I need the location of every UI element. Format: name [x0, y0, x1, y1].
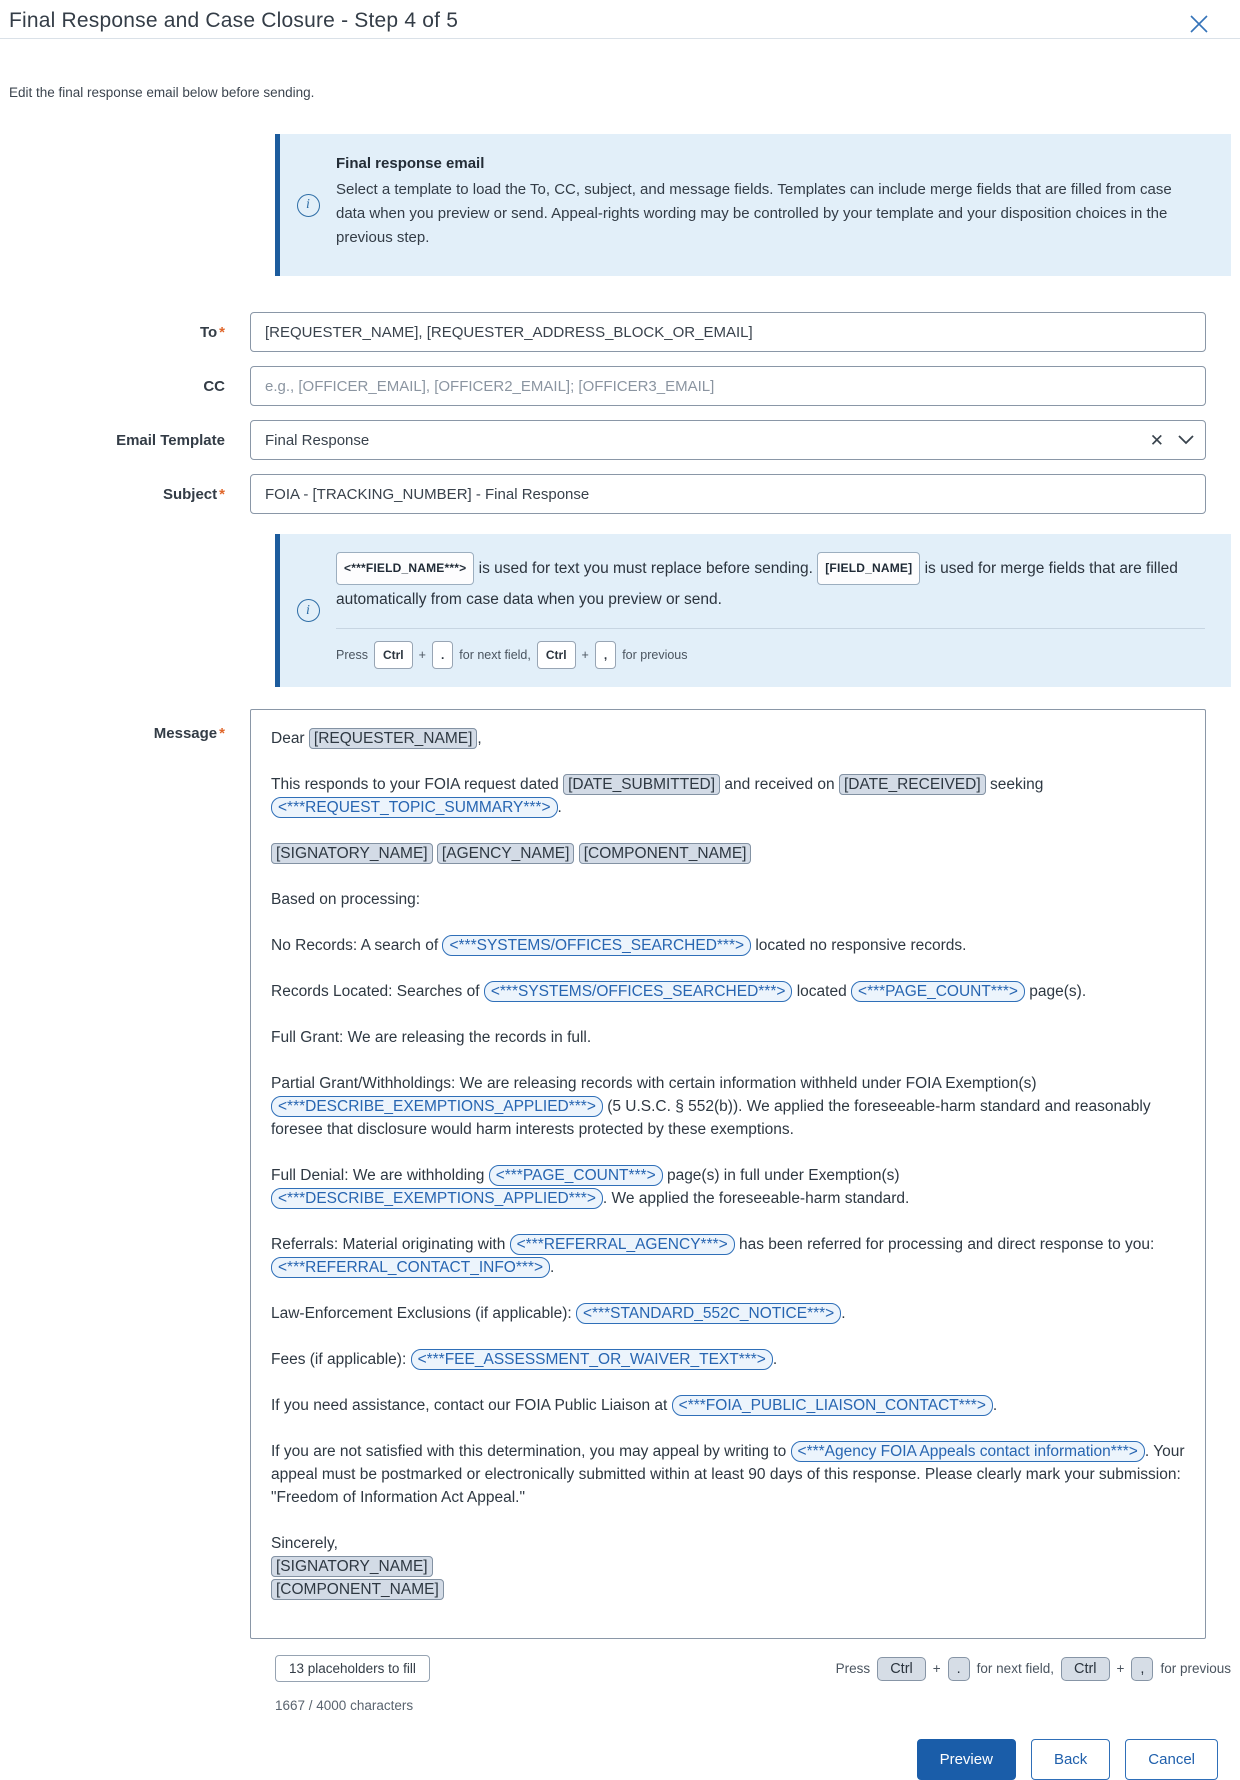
message-text: (5 U.S.C. § 552(b)). We applied the foreseeable-harm standard and reasonably foresee that disclosure would harm interests protected by these exemptions. [271, 1098, 1151, 1138]
shortcut-hint [836, 1657, 1231, 1681]
placeholder-token[interactable]: <***PAGE_COUNT***> [851, 981, 1025, 1002]
placeholder-token[interactable]: <***FEE_ASSESSMENT_OR_WAIVER_TEXT***> [411, 1349, 773, 1370]
shortcut-text: Press [336, 648, 368, 662]
merge-field-token[interactable]: [DATE_RECEIVED] [839, 774, 986, 795]
subject-input[interactable] [250, 474, 1206, 514]
clear-selection-icon[interactable]: ✕ [1149, 430, 1164, 450]
cancel-button[interactable]: Cancel [1125, 1739, 1218, 1780]
info-box-title: Final response email [336, 155, 485, 172]
merge-field-token[interactable]: [DATE_SUBMITTED] [563, 774, 720, 795]
required-asterisk: * [219, 323, 225, 341]
message-text: If you are not satisfied with this determination, you may appeal by writing to [271, 1443, 791, 1460]
field-label-cc: CC [203, 377, 225, 395]
kbd-ctrl: Ctrl [1061, 1657, 1110, 1681]
placeholder-token[interactable]: <***DESCRIBE_EXEMPTIONS_APPLIED***> [271, 1188, 603, 1209]
message-text: Based on processing: [271, 891, 421, 908]
legend-text: is used for merge fields that are filled automatically from case data when you preview or send. [336, 560, 1178, 608]
message-text: page(s) in full under Exemption(s) [662, 1167, 900, 1184]
shortcut-text: + [1116, 1661, 1125, 1676]
placeholder-legend-box [275, 534, 1231, 687]
message-text: No Records: A search of [271, 937, 443, 954]
char-counter: 1667 / 4000 characters [275, 1698, 414, 1713]
message-text: and received on [720, 776, 839, 793]
message-text: has been referred for processing and direct response to you: [734, 1236, 1155, 1253]
cc-input[interactable] [250, 366, 1206, 406]
close-button[interactable] [1186, 11, 1212, 40]
kbd-ctrl: Ctrl [537, 641, 576, 669]
message-text: Sincerely, [271, 1535, 338, 1552]
kbd-ctrl: Ctrl [374, 641, 413, 669]
message-text: located [792, 983, 852, 1000]
kbd-comma: , [595, 641, 616, 669]
message-text: . [557, 799, 562, 816]
message-text: . Your appeal must be postmarked or electronically submitted within at least 90 days of this response. Please clearly mark your submission: "Freedom of Information Act Appeal." [271, 1443, 1185, 1506]
required-asterisk: * [219, 725, 225, 742]
message-text: Records Located: Searches of [271, 983, 484, 1000]
merge-field-token[interactable]: [SIGNATORY_NAME] [271, 843, 433, 864]
kbd-ctrl: Ctrl [877, 1657, 926, 1681]
message-text: This responds to your FOIA request dated [271, 776, 564, 793]
field-label-subject: Subject * [162, 485, 225, 503]
merge-field-token[interactable]: [REQUESTER_NAME] [309, 728, 477, 749]
placeholder-token[interactable]: <***SYSTEMS/OFFICES_SEARCHED***> [442, 935, 751, 956]
back-button[interactable]: Back [1031, 1739, 1110, 1780]
legend-text: is used for text you must replace before sending. [478, 560, 813, 577]
intro-text: Edit the final response email below before sending. [9, 85, 315, 100]
message-text: Dear [271, 730, 309, 747]
legend-divider [336, 628, 1205, 629]
placeholder-token[interactable]: <***STANDARD_552C_NOTICE***> [576, 1303, 841, 1324]
replace-placeholder-chip: <***FIELD_NAME***> [336, 552, 474, 585]
dialog-header [0, 0, 1240, 39]
shortcut-text: for previous [622, 648, 688, 662]
cc-row [0, 366, 1240, 406]
subject-row [0, 474, 1240, 514]
merge-field-token[interactable]: [COMPONENT_NAME] [579, 843, 752, 864]
dialog-title: Final Response and Case Closure - Step 4 of 5 [9, 9, 459, 32]
message-text: . [841, 1305, 846, 1322]
field-label-template: Email Template [116, 431, 225, 449]
message-text: . We applied the foreseeable-harm standard. [602, 1190, 910, 1207]
message-text: , [477, 730, 482, 747]
placeholder-token[interactable]: <***REQUEST_TOPIC_SUMMARY***> [271, 797, 558, 818]
placeholder-token[interactable]: <***DESCRIBE_EXEMPTIONS_APPLIED***> [271, 1096, 603, 1117]
shortcut-text: + [581, 648, 589, 662]
merge-field-chip: [FIELD_NAME] [817, 552, 920, 585]
shortcut-text: + [418, 648, 426, 662]
close-icon [1188, 23, 1210, 38]
final-response-info-box [275, 134, 1231, 276]
placeholders-badge: 13 placeholders to fill [275, 1655, 430, 1682]
shortcut-text: for next field, [976, 1661, 1054, 1676]
shortcut-text: Press [835, 1661, 871, 1676]
to-row [0, 312, 1240, 352]
message-text: Partial Grant/Withholdings: We are releasing records with certain information withheld under FOIA Exemption(s) [271, 1075, 1037, 1092]
kbd-comma: , [1131, 1657, 1153, 1681]
message-text: Full Denial: We are withholding [271, 1167, 489, 1184]
field-label-message: Message * [153, 725, 225, 742]
merge-field-token[interactable]: [AGENCY_NAME] [437, 843, 574, 864]
placeholder-token[interactable]: <***PAGE_COUNT***> [489, 1165, 663, 1186]
message-text: located no responsive records. [751, 937, 967, 954]
shortcut-text: for previous [1160, 1661, 1231, 1676]
placeholder-token[interactable]: <***FOIA_PUBLIC_LIAISON_CONTACT***> [672, 1395, 993, 1416]
placeholder-token[interactable]: <***SYSTEMS/OFFICES_SEARCHED***> [484, 981, 793, 1002]
email-template-row [0, 420, 1240, 460]
email-template-select[interactable] [250, 420, 1206, 460]
placeholder-token[interactable]: <***Agency FOIA Appeals contact information***> [791, 1441, 1145, 1462]
message-text: . [550, 1259, 555, 1276]
to-input[interactable] [250, 312, 1206, 352]
message-text: Full Grant: We are releasing the records in full. [271, 1029, 592, 1046]
message-text: Fees (if applicable): [271, 1351, 411, 1368]
shortcut-hint [336, 641, 1205, 669]
shortcut-text: + [932, 1661, 941, 1676]
kbd-period: . [948, 1657, 970, 1681]
kbd-period: . [432, 641, 453, 669]
placeholder-token[interactable]: <***REFERRAL_AGENCY***> [510, 1234, 735, 1255]
message-text: Law-Enforcement Exclusions (if applicable): [271, 1305, 576, 1322]
message-row [0, 709, 1240, 1639]
merge-field-token[interactable]: [COMPONENT_NAME] [271, 1579, 444, 1600]
merge-field-token[interactable]: [SIGNATORY_NAME] [271, 1556, 433, 1577]
chevron-down-icon[interactable] [1178, 435, 1194, 445]
info-icon: i [297, 599, 320, 622]
message-editor[interactable] [250, 709, 1206, 1639]
message-text: seeking [985, 776, 1044, 793]
info-icon: i [297, 194, 320, 217]
shortcut-text: for next field, [459, 648, 531, 662]
info-box-body: Select a template to load the To, CC, subject, and message fields. Templates can include merge fields that are filled from case data when you preview or send. Appeal-rights wording may be controlled by your template and your disposition choices in the previous step. [336, 181, 1172, 246]
message-text: . [772, 1351, 778, 1368]
message-text: . [992, 1397, 998, 1414]
message-text: Referrals: Material originating with [271, 1236, 510, 1253]
field-label-to: To * [199, 323, 225, 341]
placeholder-token[interactable]: <***REFERRAL_CONTACT_INFO***> [271, 1257, 550, 1278]
message-text: page(s). [1024, 983, 1087, 1000]
required-asterisk: * [219, 485, 225, 503]
preview-button[interactable]: Preview [917, 1739, 1016, 1780]
message-text: If you need assistance, contact our FOIA Public Liaison at [271, 1397, 672, 1414]
